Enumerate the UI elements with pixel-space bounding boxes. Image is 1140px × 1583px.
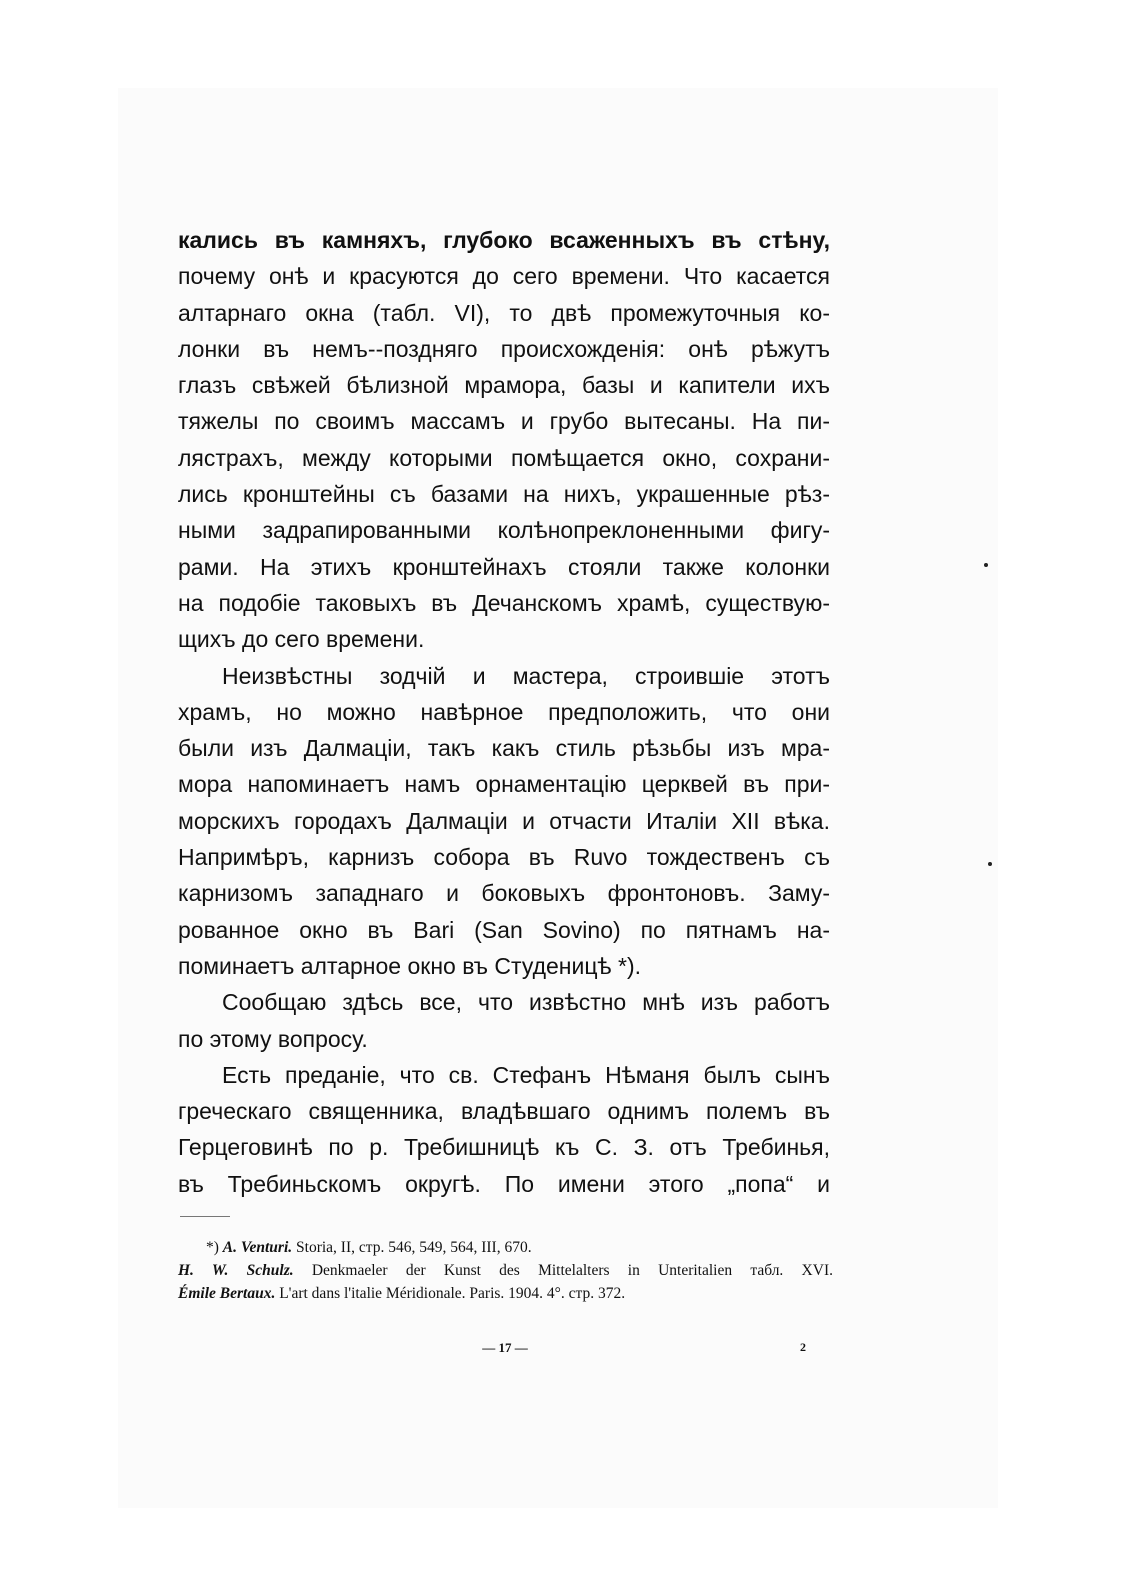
text-line: Напримѣръ, карнизъ собора въ Ruvo тождественъ съ <box>178 844 830 871</box>
footnote <box>178 1282 833 1305</box>
text-line: на подобіе таковыхъ въ Дечанскомъ храмѣ, существую- <box>178 589 830 616</box>
text-line: алтарнаго окна (табл. VI), то двѣ промежуточныя ко- <box>178 299 830 326</box>
footnote-author: H. W. Schulz. <box>178 1262 294 1279</box>
text-line: Герцеговинѣ по р. Требишницѣ къ С. З. отъ Требинья, <box>178 1134 830 1161</box>
text-line: Сообщаю здѣсь все, что извѣстно мнѣ изъ работъ <box>222 989 830 1016</box>
footnote-text: Storia, II, стр. 546, 549, 564, III, 670. <box>296 1239 532 1256</box>
footnote-text: L'art dans l'italie Méridionale. Paris. 1904. 4°. стр. 372. <box>279 1285 626 1302</box>
text-line: лястрахъ, между которыми помѣщается окно, сохрани- <box>178 444 830 471</box>
scan-speck <box>984 563 988 567</box>
page-number: — 17 — <box>482 1340 528 1355</box>
signature-mark: 2 <box>800 1340 806 1354</box>
text-line: глазъ свѣжей бѣлизной мрамора, базы и капители ихъ <box>178 372 830 399</box>
footnote-text: Denkmaeler der Kunst des Mittelalters in Unteritalien табл. XVI. <box>311 1262 833 1279</box>
text-line: лонки въ немъ--поздняго происхожденія: онѣ рѣжутъ <box>178 335 830 362</box>
text-line: въ Требиньскомъ округѣ. По имени этого „попа“ и <box>178 1170 830 1197</box>
text-line: карнизомъ западнаго и боковыхъ фронтоновъ. Заму- <box>178 880 830 907</box>
body-text <box>178 222 830 1202</box>
footnote-author: Émile Bertaux. <box>178 1285 276 1302</box>
footnote-author: A. Venturi. <box>222 1239 293 1256</box>
text-line: лись кронштейны съ базами на нихъ, украшенные рѣз- <box>178 481 830 508</box>
footnote <box>178 1259 833 1282</box>
text-line: Есть преданіе, что св. Стефанъ Нѣманя былъ сынъ <box>222 1061 830 1088</box>
text-line: мора напоминаетъ намъ орнаментацію церквей въ при- <box>178 771 830 798</box>
text-line: храмъ, но можно навѣрное предположить, что они <box>178 698 830 725</box>
footnotes <box>178 1236 833 1305</box>
text-line: кались въ камняхъ, глубоко всаженныхъ въ стѣну, <box>178 227 830 253</box>
footnote-divider <box>180 1216 230 1217</box>
text-line: рованное окно въ Bari (San Sovino) по пятнамъ на- <box>178 916 830 943</box>
text-line: ными задрапированными колѣнопреклоненными фигу- <box>178 517 830 544</box>
footnote <box>178 1236 833 1259</box>
text-line: поминаетъ алтарное окно въ Студеницѣ *). <box>178 952 641 979</box>
text-line: почему онѣ и красуются до сего времени. Что касается <box>178 263 830 290</box>
text-line: греческаго священника, владѣвшаго однимъ полемъ въ <box>178 1098 830 1125</box>
text-line: Неизвѣстны зодчій и мастера, строившіе этотъ <box>222 662 830 689</box>
text-line: рами. На этихъ кронштейнахъ стояли также колонки <box>178 553 830 580</box>
text-line: по этому вопросу. <box>178 1025 368 1052</box>
text-line: морскихъ городахъ Далмаціи и отчасти Италіи XII вѣка. <box>178 807 830 834</box>
footnote-marker: *) <box>206 1239 219 1256</box>
scan-speck <box>988 862 992 866</box>
text-line: тяжелы по своимъ массамъ и грубо вытесаны. На пи- <box>178 408 830 435</box>
text-line: были изъ Далмаціи, такъ какъ стиль рѣзьбы изъ мра- <box>178 735 830 762</box>
text-line: щихъ до сего времени. <box>178 626 425 653</box>
